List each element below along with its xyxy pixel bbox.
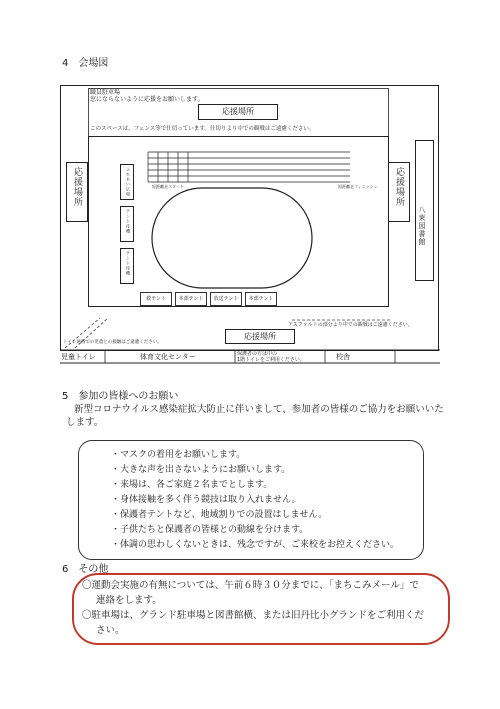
fence-note: このスペースは、フェンス等で仕切っています。仕切りより中での観戦はご遠慮ください。 xyxy=(90,126,315,132)
culture-center-label: 体育文化センター xyxy=(140,353,196,361)
other-item1-line1: 〇運動会実施の有無については、午前６時３０分までに、「まちこみメール」で xyxy=(82,580,419,591)
guardian-toilet-note: 保護者の方は中の 1階トイレをご利用ください。 xyxy=(237,351,305,363)
bullet-3: ・来場は、各ご家庭２名までとします。 xyxy=(111,480,273,490)
other-item2-line2: さい。 xyxy=(96,625,125,636)
cheer-area-top: 応援場所 xyxy=(198,104,278,120)
child-toilet-label: 児童トイレ xyxy=(61,353,96,361)
section5-intro-line1: 新型コロナウイルス感染症拡大防止に伴いまして、参加者の皆様のご協力をお願いいた xyxy=(74,404,444,415)
tent-2: 本部テント xyxy=(175,292,207,306)
bullet-5: ・保護者テントなど、地域割りでの設置はしません。 xyxy=(111,510,328,520)
parking-label: 職員駐車場 xyxy=(90,89,121,96)
tent-4: 本部テント xyxy=(245,292,277,306)
other-item1-line2: 連絡をします。 xyxy=(96,595,162,606)
cheer-area-right: 応援場所 xyxy=(388,162,410,222)
bullet-6: ・子供たちと保護者の皆様との動線を分けます。 xyxy=(111,525,309,535)
school-label: 校舎 xyxy=(336,353,350,361)
other-item2-line1: 〇駐車場は、グランド駐車場と図書館横、または旧丹比小グランドをご利用くだ xyxy=(82,610,425,621)
request-box xyxy=(78,440,424,560)
bullet-2: ・大きな声を出さないようにお願いします。 xyxy=(111,465,291,475)
parking-note: 窓にならないように応援をお願いします。 xyxy=(90,96,204,103)
finish-label: 短距離走フィニッシュ xyxy=(338,184,378,189)
section5-heading: 5 参加の皆様へのお願い xyxy=(62,391,179,402)
cheer-area-left: 応援場所 xyxy=(66,162,88,222)
small-tent-3: テント待機 xyxy=(120,248,134,284)
cheer-area-bottom: 応援場所 xyxy=(225,329,295,344)
bullet-1: ・マスクの着用をお願いします。 xyxy=(111,450,246,460)
small-tent-1: ふれあい広場 xyxy=(120,164,134,200)
bullet-7: ・体調の思わしくないときは、残念ですが、ご来校をお控えください。 xyxy=(111,540,400,550)
library-label: 八束図書館 xyxy=(418,206,426,246)
venue-map xyxy=(60,80,440,370)
start-label: 短距離走スタート xyxy=(152,184,184,189)
section5-intro-line2: します。 xyxy=(66,417,104,428)
tent-3: 放送テント xyxy=(210,292,242,306)
asphalt-note: アスファルトの部分より中での観戦はご遠慮ください。 xyxy=(288,322,413,328)
small-tent-2: テント待機 xyxy=(120,206,134,242)
toilet-note: トイレ通路での児童との接触はご遠慮ください。 xyxy=(63,340,162,345)
section4-heading: 4 会場図 xyxy=(62,58,109,69)
tent-1: 救テント xyxy=(140,292,172,306)
section6-heading: 6 その他 xyxy=(62,564,109,575)
bullet-4: ・身体接触を多く伴う競技は取り入れません。 xyxy=(111,495,301,505)
